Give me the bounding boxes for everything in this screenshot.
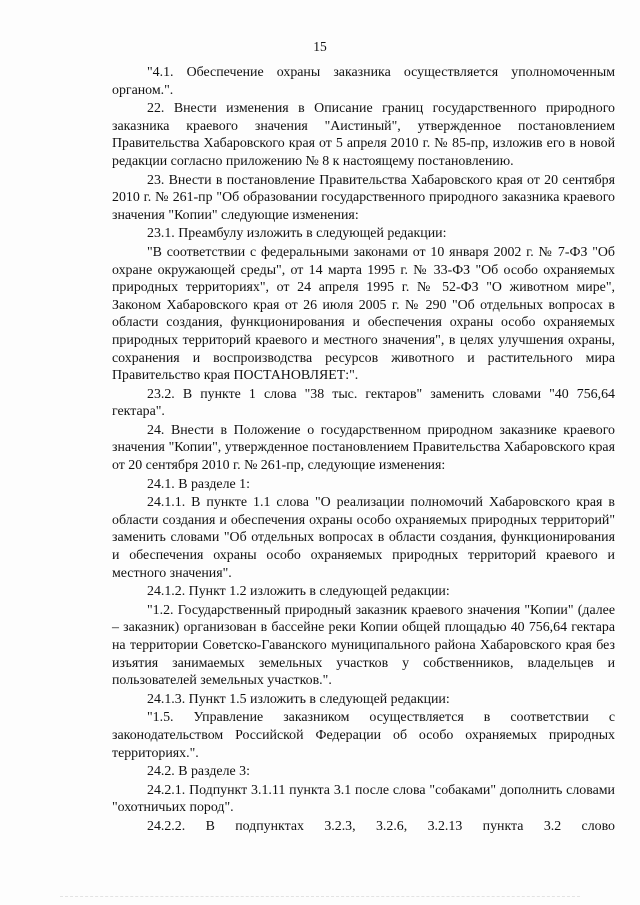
paragraph-4-1-quote: "4.1. Обеспечение охраны заказника осуществляется уполномоченным органом.". xyxy=(112,65,615,98)
document-body xyxy=(112,64,615,837)
page-edge-line xyxy=(60,896,580,897)
paragraph-24-1: 24.1. В разделе 1: xyxy=(147,476,250,492)
paragraph-23-1: 23.1. Преамбулу изложить в следующей редакции: xyxy=(147,226,447,242)
paragraph-24-1-2: 24.1.2. Пункт 1.2 изложить в следующей редакции: xyxy=(147,584,450,600)
paragraph-22: 22. Внести изменения в Описание границ государственного природного заказника краевого значения "Аистиный", утвержденное постановлением Правительства Хабаровского края от 5 апреля 2010 г. № 85-пр, изложив его в новой редакции согласно приложению № 8 к настоящему постановлению. xyxy=(112,101,615,169)
paragraph-1-5-quote: "1.5. Управление заказником осуществляется в соответствии с законодательством Российской Федерации об особо охраняемых природных территориях.". xyxy=(112,710,615,761)
paragraph-1-2-quote: "1.2. Государственный природный заказник краевого значения "Копии" (далее – заказник) организован в бассейне реки Копии общей площадью 40 756,64 гектара на территории Советско-Гаванского муниципального района Хабаровского края без изъятия занимаемых земельных участков у собственников, владельцев и пользователей земельных участков.". xyxy=(112,602,615,689)
paragraph-24-2-1: 24.2.1. Подпункт 3.1.11 пункта 3.1 после слова "собаками" дополнить словами "охотничьих пород". xyxy=(112,782,615,816)
paragraph-24-2: 24.2. В разделе 3: xyxy=(147,764,250,780)
paragraph-24-2-2: 24.2.2. В подпунктах 3.2.3, 3.2.6, 3.2.13 пункта 3.2 слово xyxy=(147,818,615,834)
paragraph-preamble-quote: "В соответствии с федеральными законами от 10 января 2002 г. № 7-ФЗ "Об охране окружающей среды", от 14 марта 1995 г. № 33-ФЗ "Об особо охраняемых природных территориях", от 24 апреля 1995 г. № 52-ФЗ "О животном мире", Законом Хабаровского края от 26 июля 2005 г. № 290 "Об отдельных вопросах в области создания, функционирования и обеспечения охраны особо охраняемых природных территорий краевого и местного значения", в целях улучшения охраны, сохранения и воспроизводства ресурсов животного и растительного мира Правительство края ПОСТАНОВЛЯЕТ:". xyxy=(112,244,615,384)
paragraph-24-1-3: 24.1.3. Пункт 1.5 изложить в следующей редакции: xyxy=(147,691,450,707)
page-number: 15 xyxy=(313,39,327,54)
paragraph-24: 24. Внести в Положение о государственном природном заказнике краевого значения "Копии", утвержденное постановлением Правительства Хабаровского края от 20 сентября 2010 г. № 261-пр, следующие изменения: xyxy=(112,422,615,474)
paragraph-23-2: 23.2. В пункте 1 слова "38 тыс. гектаров" заменить словами "40 756,64 гектара". xyxy=(112,386,615,420)
paragraph-24-1-1: 24.1.1. В пункте 1.1 слова "О реализации полномочий Хабаровского края в области создания и обеспечения охраны особо охраняемых природных территорий" заменить словами "Об отдельных вопросах в области создания, функционирования и обеспечения охраны особо охраняемых природных территорий краевого и местного значения". xyxy=(112,495,615,581)
paragraph-23: 23. Внести в постановление Правительства Хабаровского края от 20 сентября 2010 г. № 261-пр "Об образовании государственного природного заказника краевого значения "Копии" следующие изменения: xyxy=(112,172,615,223)
